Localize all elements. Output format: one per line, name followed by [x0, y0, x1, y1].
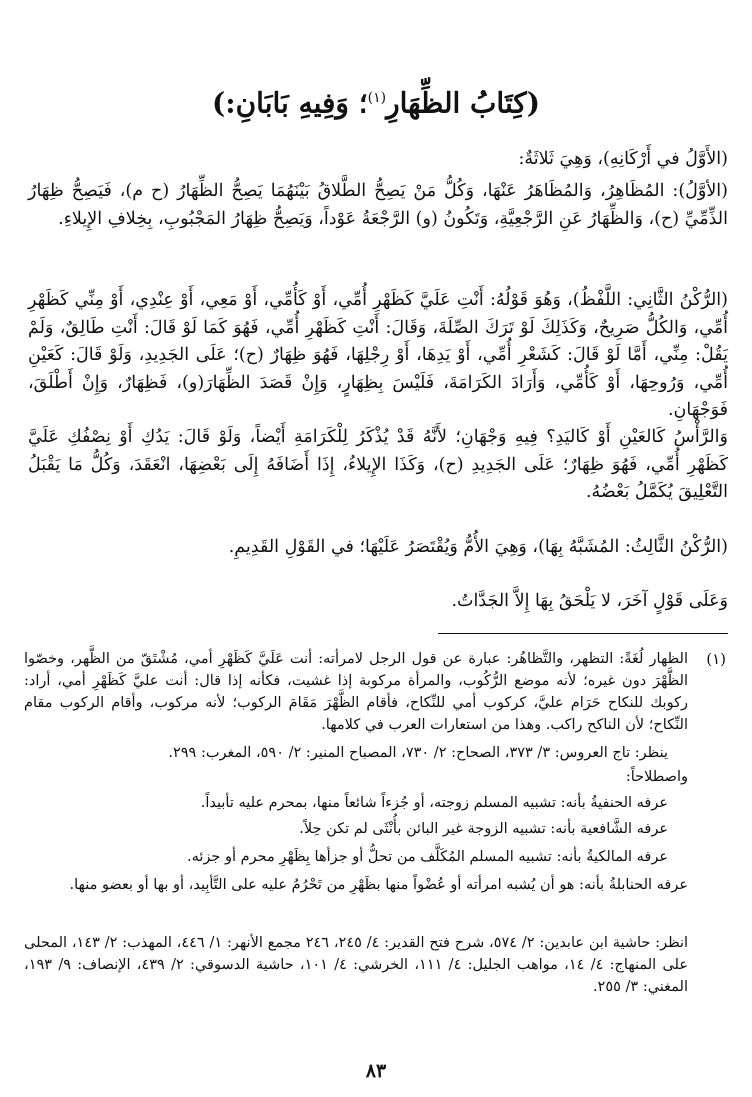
page-number: ٨٣	[365, 1060, 387, 1082]
footnote-references-fiqh: انظر: حاشية ابن عابدين: ٢/ ٥٧٤، شرح فتح القدير: ٤/ ٢٤٥، ٢٤٦ مجمع الأنهر: ١/ ٤٤٦، المهذب: ٢/ ١٤٣، المحلى على المنهاج: ٤/ ١٤، مواهب الجليل: ٤/ ١١١، الخرشي: ٤/ ١٠١، حاشية الدسوقي: ٢/ ٤٣٩، الإنصاف: ٩/ ١٩٣، المغني: ٣/ ٢٥٥.	[24, 935, 689, 995]
footnote-maliki-definition: عرفه المالكيةُ بأنه: تشبيه المسلم المُكَلَّف من تحلُّ أو جزأها بِظَهْرِ محرم أو جزئه.	[186, 849, 668, 865]
footnote-references-linguistic: ينظر: تاج العروس: ٣/ ٣٧٣، الصحاح: ٢/ ٧٣٠، المصباح المنير: ٢/ ٥٩٠، المغرب: ٢٩٩.	[168, 745, 668, 761]
paragraph-section-heading: (الأَوَّلُ في أَرْكَانِهِ)، وَهِيَ ثَلاثَةٌ:	[518, 149, 728, 169]
paragraph-second-pillar: (الرُّكْنُ الثَّانِي: اللَّفْظُ)، وَهُوَ قَوْلُهُ: أَنْتِ عَلَيَّ كَظَهْرِ أُمِّي، أَوْ كَأُمِّي، أَوْ مَعِي، أَوْ عِنْدِي، أَوْ مِنِّي كَظَهْرِ أُمِّي، وَالكُلُّ صَرِيحٌ، وَكَذَلِكَ لَوْ تَرَكَ الصِّلَةَ، وَقَالَ: أَنْتِ كَظَهْرِ أُمِّي، فَهُوَ كَمَا لَوْ قَالَ: أَنْتِ طَالِقٌ، وَلَمْ يَقُلْ: مِنِّي، أَمَّا لَوْ قَالَ: كَشَعْرِ أُمِّي، أَوْ يَدِهَا، أَوْ رِجْلِهَا، فَهُوَ ظِهَارٌ (ح)؛ عَلَى الجَدِيدِ، وَلَوْ قَالَ: كَعَيْنِ أُمِّي، وَرُوحِهَا، أَوْ كَأُمِّي، وَأَرَادَ الكَرَامَةَ، فَلَيْسَ بِظِهَارٍ، وَإِنْ قَصَدَ الظِّهَارَ(و)، فَظِهَارٌ، وَإِنْ أَطْلَقَ، فَوَجْهَانِ.	[28, 290, 728, 420]
footnote-shafii-definition: عرفه الشَّافعية بأنه: تشبيه الزوجة غير البائن بأُنْثَى لم تكن حِلاً.	[299, 821, 668, 837]
footnote-definition-text: الظهار لُغَةً: التظهر، والتَّظاهُر: عبارة عن قول الرجل لامرأته: أنت عَلَيَّ كَظَهْرِ أمي، مُشْتَقّ من الظَّهر، وخصّوا الظَّهْرَ دون غيره؛ لأنه موضع الرُّكُوب، والمرأة مركوبة إذا غشيت، فكأنه إذا قال: أنت عليَّ كَظَهْرِ أمي، أراد: ركوبك للنكاح حَرَام عليَّ، كركوب أمي للنِّكاح، فأقام الظَّهْرَ مَقَامَ الركوب؛ لأنه مركوب، وأقام الركوب مقام النِّكاح؛ لأن الناكح راكب. وهذا من استعارات العرب في كلامها.	[24, 651, 688, 733]
paragraph-other-opinion: وَعَلَى قَوْلٍ آخَرَ، لا يَلْحَقُ بِهَا إِلاَّ الجَدَّاتُ.	[451, 591, 728, 611]
paragraph-third-pillar: (الرُّكْنُ الثَّالِثُ: المُشَبَّهُ بِهَا)، وَهِيَ الأُمُّ وَيُقْتَصَرُ عَلَيْهَا؛ في القَوْلِ القَدِيمِ.	[228, 537, 728, 557]
footnote-separator	[438, 633, 728, 634]
paragraph-head-ruling: وَالرَّأْسُ كَالعَيْنِ أَوْ كَاليَدِ؟ فِيهِ وَجْهَانِ؛ لأَنَّهُ قَدْ يُذْكَرُ لِلْكَرَامَةِ أَيْضاً، وَلَوْ قَالَ: يَدُكِ أَوْ نِصْفُكِ عَلَيَّ كَظَهْرِ أُمِّي، فَهُوَ ظِهَارٌ؛ عَلَى الجَدِيدِ (ح)، وَكَذَا الإِيلاءُ، إِذَا أَضَافَهُ إِلَى بَعْضِهَا، انْعَقَدَ، وَكُلُّ مَا يَقْبَلُ التَّعْلِيقَ يُكَمَّلُ بَعْضُهُ.	[28, 427, 728, 502]
chapter-title	[0, 78, 752, 123]
footnote-istilahan-label: واصطلاحاً:	[625, 769, 688, 785]
footnote-reference: (١)	[367, 90, 387, 106]
footnote-hanbali-definition: عرفه الحنابلةُ بأنه: هو أن يُشبه امرأته أو عُضْواً منها بظَهْرِ من تَحْرُمُ عليه على التَّأبِيد، أو بها أو بعضو منها.	[69, 877, 688, 893]
footnote-marker: (١)	[706, 650, 726, 668]
chapter-title-rest: ؛ وَفِيهِ بَابَانِ:)	[212, 86, 368, 120]
paragraph-first-pillar: (الأوَّلُ): المُظَاهِرُ، وَالمُظَاهَرُ عَنْهَا، وَكُلُّ مَنْ يَصِحُّ الطَّلاقُ بَيْنَهُمَا يَصِحُّ الظِّهَارُ (ح م)، فَيَصِحُّ ظِهَارُ الذِّمِّيِّ (ح)، وَالظِّهَارُ عَنِ الرَّجْعِيَّةِ، وَتَكُونُ (و) الرَّجْعَةُ عَوْداً، وَيَصِحُّ ظِهَارُ المَجْبُوبِ، بِخِلافِ الإِيلاءِ.	[28, 181, 728, 229]
chapter-title-main: (كِتَابُ الظِّهَارِ	[386, 86, 540, 120]
footnote-hanafi-definition: عرفه الحنفيةُ بأنه: تشبيه المسلم زوجته، أو جُزءاً شائعاً منها، بمحرم عليه تأبيداً.	[200, 795, 668, 811]
